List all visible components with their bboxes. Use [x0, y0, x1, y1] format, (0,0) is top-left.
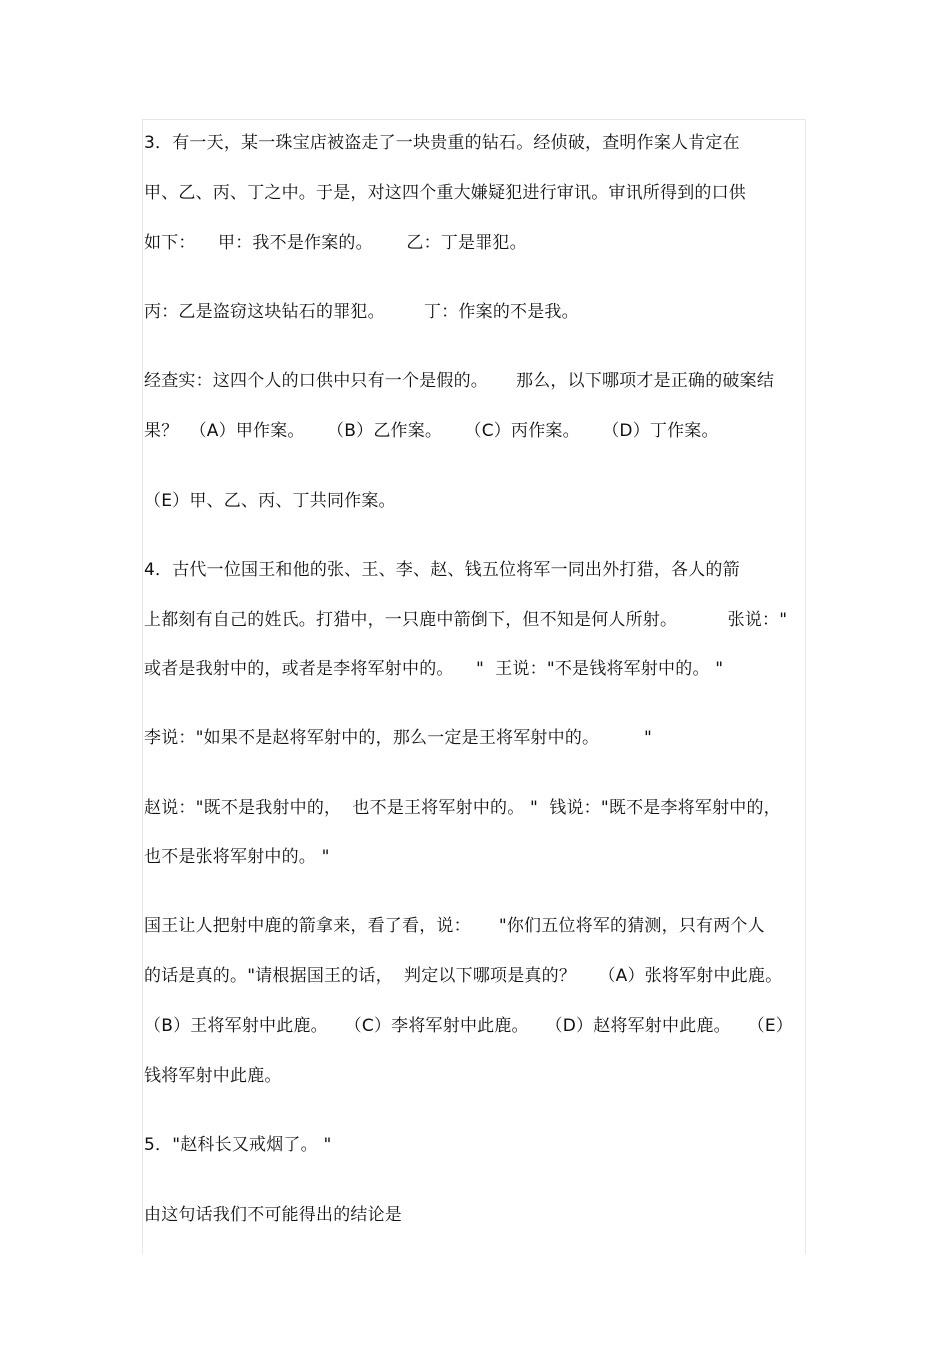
q5-line-1: 5．"赵科长又戒烟了。 "	[144, 1135, 332, 1155]
q3-line-3: 如下： 甲：我不是作案的。 乙：丁是罪犯。	[144, 233, 527, 253]
q4-line-8: 的话是真的。"请根据国王的话， 判定以下哪项是真的？ （A）张将军射中此鹿。	[144, 966, 783, 986]
q3-line-7: （E）甲、乙、丙、丁共同作案。	[144, 491, 396, 511]
q3-line-2: 甲、乙、丙、丁之中。于是，对这四个重大嫌疑犯进行审讯。审讯所得到的口供	[144, 183, 746, 203]
q4-line-1: 4．古代一位国王和他的张、王、李、赵、钱五位将军一同出外打猎，各人的箭	[144, 560, 740, 580]
q5-line-2: 由这句话我们不可能得出的结论是	[144, 1205, 402, 1225]
q3-line-6: 果？ （A）甲作案。 （B）乙作案。 （C）丙作案。 （D）丁作案。	[144, 421, 719, 441]
q4-line-9: （B）王将军射中此鹿。 （C）李将军射中此鹿。 （D）赵将军射中此鹿。 （E）	[144, 1016, 793, 1036]
q4-line-10: 钱将军射中此鹿。	[144, 1066, 282, 1086]
q4-line-3: 或者是我射中的，或者是李将军射中的。 " 王说："不是钱将军射中的。 "	[144, 659, 724, 679]
q3-line-1: 3．有一天，某一珠宝店被盗走了一块贵重的钻石。经侦破，查明作案人肯定在	[144, 133, 740, 153]
q4-line-2: 上都刻有自己的姓氏。打猎中，一只鹿中箭倒下，但不知是何人所射。 张说："	[144, 610, 788, 630]
q4-line-6: 也不是张将军射中的。 "	[144, 847, 330, 867]
q4-line-4: 李说："如果不是赵将军射中的，那么一定是王将军射中的。 "	[144, 728, 653, 748]
q4-line-7: 国王让人把射中鹿的箭拿来，看了看，说： "你们五位将军的猜测，只有两个人	[144, 916, 765, 936]
q3-line-5: 经查实：这四个人的口供中只有一个是假的。 那么，以下哪项才是正确的破案结	[144, 371, 775, 391]
q4-line-5: 赵说："既不是我射中的， 也不是王将军射中的。 " 钱说："既不是李将军射中的，	[144, 798, 781, 818]
q3-line-4: 丙：乙是盗窃这块钻石的罪犯。 丁：作案的不是我。	[144, 302, 579, 322]
